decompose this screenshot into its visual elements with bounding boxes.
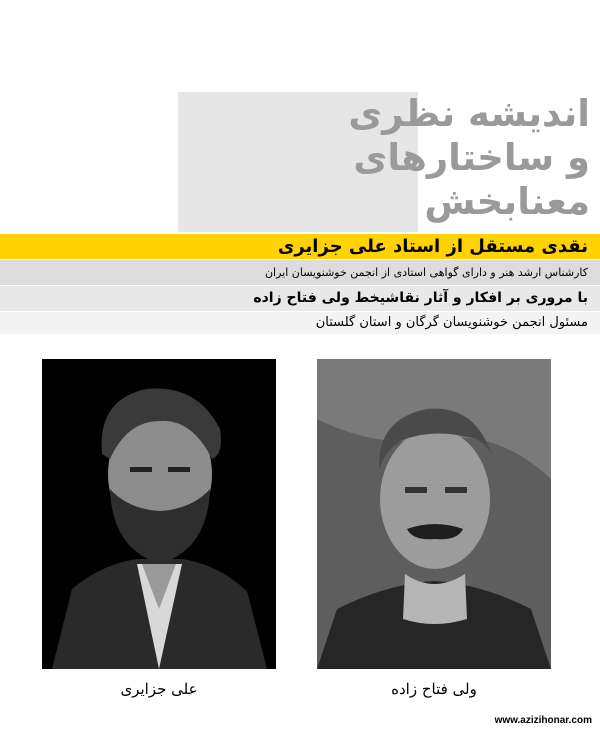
main-title (170, 92, 590, 224)
caption-right: ولی فتاح زاده (391, 680, 477, 698)
portrait-photo-jazayeri (42, 359, 276, 669)
credential-band: کارشناس ارشد هنر و دارای گواهی استادی از انجمن خوشنویسان ایران (0, 260, 600, 285)
caption-left: علی جزایری (120, 680, 198, 698)
review-band: با مروری بر افکار و آثار نقاشیخط ولی فتاح زاده (0, 286, 600, 311)
portrait-photo-fattahzadeh (317, 359, 551, 669)
title-line-2: و ساختارهای (353, 136, 590, 179)
subtitle-band: نقدی مستقل از استاد علی جزایری (0, 234, 600, 259)
title-line-1: اندیشه نظری (348, 92, 590, 135)
website-link[interactable]: www.azizihonar.com (494, 715, 592, 726)
role-band: مسئول انجمن خوشنویسان گرگان و استان گلستان (0, 312, 600, 334)
title-line-3: معنابخش (424, 180, 590, 223)
